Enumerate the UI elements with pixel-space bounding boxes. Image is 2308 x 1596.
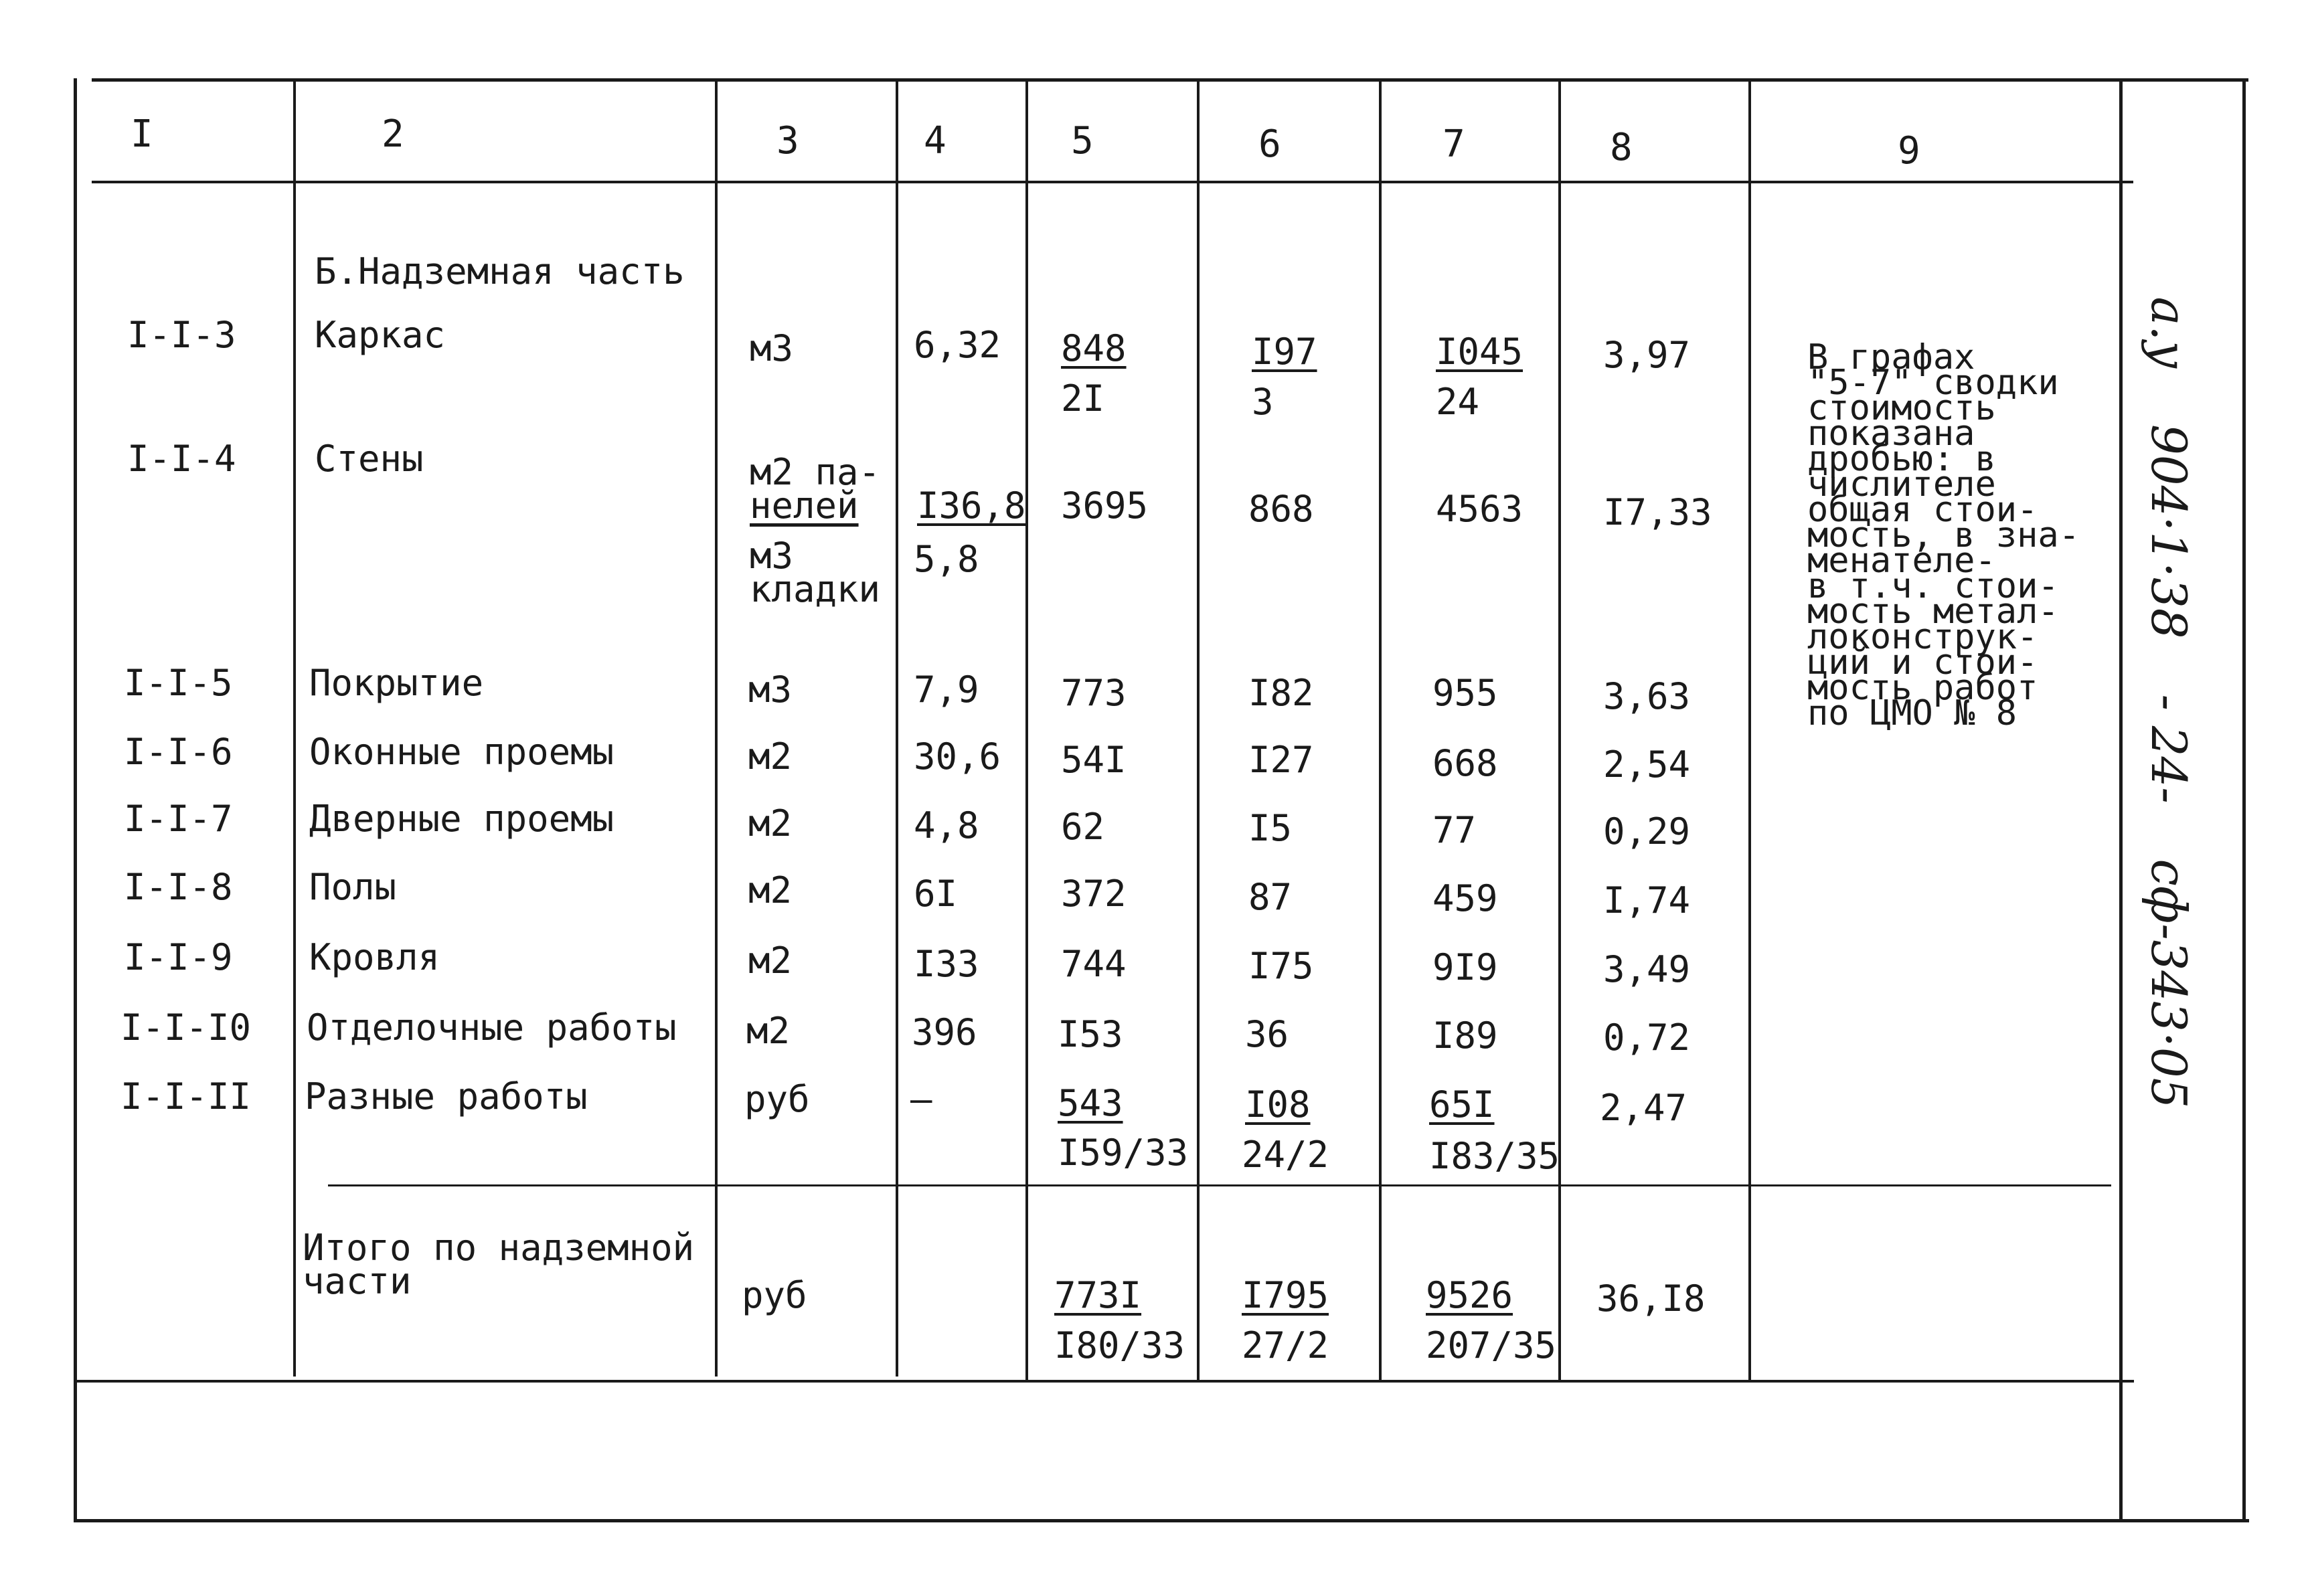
row-name: Покрытие <box>309 662 484 704</box>
row-col6-bottom: 24/2 <box>1242 1134 1329 1176</box>
row-col5: I53 <box>1058 1013 1123 1055</box>
row-col8: 0,72 <box>1603 1016 1691 1059</box>
row-col6: 868 <box>1248 488 1314 530</box>
row-qty: 6I <box>914 873 958 915</box>
row-name: Стены <box>315 438 424 480</box>
row-col7: 77 <box>1432 809 1477 851</box>
col-sep-6 <box>1379 78 1382 1380</box>
row-col5: 62 <box>1061 806 1105 848</box>
col-sep-3 <box>896 78 898 1377</box>
side-stamp-part-4: сф-343·05 <box>2141 859 2197 1109</box>
col-sep-9 <box>2119 78 2123 1522</box>
total-label-line2: части <box>303 1260 412 1302</box>
row-col6: I82 <box>1248 672 1314 714</box>
row-col8: 2,47 <box>1600 1087 1687 1129</box>
header-col-3: 3 <box>776 119 799 163</box>
row-qty: 7,9 <box>914 669 979 711</box>
row-col6-top: I08 <box>1245 1083 1311 1126</box>
row-code: I-I-5 <box>124 662 233 704</box>
row-qty: 30,6 <box>914 735 1001 778</box>
side-stamp-part-2: 904·1·38 <box>2141 424 2197 639</box>
row-qty: 396 <box>912 1011 977 1053</box>
row-col7-bottom: I83/35 <box>1429 1135 1560 1177</box>
row-name: Отделочные работы <box>307 1006 677 1049</box>
header-col-8: 8 <box>1610 126 1633 169</box>
side-stamp-part-3: - 24- <box>2141 694 2197 804</box>
row-code: I-I-3 <box>127 314 236 356</box>
row-col5-top: 848 <box>1061 327 1127 369</box>
row-col7-top: 65I <box>1429 1083 1495 1126</box>
row-col6-bottom: 3 <box>1252 381 1274 423</box>
row-unit: м2 <box>746 1010 791 1052</box>
row-col8: 0,29 <box>1603 810 1691 853</box>
col-sep-8 <box>1748 78 1751 1380</box>
row-unit-line3: м3 <box>750 535 794 577</box>
row-unit: м3 <box>750 327 794 369</box>
row-col8: I,74 <box>1603 879 1691 921</box>
header-bottom-rule <box>92 181 2133 183</box>
row-col7: 668 <box>1432 742 1498 784</box>
row-qty-line2: 5,8 <box>914 538 979 580</box>
col-sep-4 <box>1025 78 1028 1380</box>
row-name: Каркас <box>315 314 446 356</box>
row-col6: 87 <box>1248 876 1293 918</box>
col-sep-5 <box>1197 78 1200 1380</box>
total-separator-rule <box>328 1184 2111 1186</box>
row-col5-bottom: 2I <box>1061 377 1105 420</box>
header-col-1: I <box>131 112 153 156</box>
table-bottom-rule <box>74 1380 2134 1383</box>
row-qty: 6,32 <box>914 324 1001 366</box>
row-qty: I36,8 <box>917 484 1026 527</box>
total-col5-bottom: I80/33 <box>1054 1324 1185 1366</box>
row-col5-bottom: I59/33 <box>1058 1132 1189 1174</box>
total-unit: руб <box>742 1274 807 1316</box>
row-col5: 773 <box>1061 672 1127 714</box>
row-col5-top: 543 <box>1058 1082 1123 1124</box>
row-col5: 54I <box>1061 739 1127 781</box>
row-col7: I89 <box>1432 1014 1498 1057</box>
outer-left-rule <box>74 78 77 1522</box>
row-col6-top: I97 <box>1252 331 1317 373</box>
header-col-7: 7 <box>1442 122 1465 166</box>
row-unit: м3 <box>748 669 793 711</box>
row-col8: 3,49 <box>1603 948 1691 990</box>
row-col7: 459 <box>1432 877 1498 919</box>
row-name: Разные работы <box>305 1075 588 1118</box>
row-code: I-I-6 <box>124 731 233 773</box>
col-sep-2 <box>715 78 718 1377</box>
section-title: Б.Надземная часть <box>315 250 685 292</box>
row-col7-top: I045 <box>1436 331 1523 373</box>
row-unit: м2 <box>748 940 793 982</box>
header-col-4: 4 <box>924 119 946 163</box>
total-col6-bottom: 27/2 <box>1242 1324 1329 1366</box>
row-col5: 372 <box>1061 873 1127 915</box>
outer-top-rule <box>92 78 2248 82</box>
side-stamp <box>2141 297 2197 1149</box>
row-code: I-I-9 <box>124 936 233 978</box>
row-code: I-I-8 <box>124 866 233 908</box>
row-col5: 3695 <box>1061 484 1149 527</box>
outer-right-rule <box>2242 78 2246 1522</box>
row-qty: – <box>910 1078 932 1120</box>
row-qty: 4,8 <box>914 804 979 847</box>
row-col6: I27 <box>1248 739 1314 781</box>
col-sep-7 <box>1558 78 1561 1380</box>
side-stamp-part-1: а.у <box>2141 296 2197 369</box>
column-9-note: В графах "5-7" сводки стоимость показана дробью: в числителе общая стои- мость, в зна- менателе- в т.ч. стои- мость метал- локонструк- ций и стои- мость работ по ЦМО № 8 <box>1807 337 2080 733</box>
row-col8: 3,63 <box>1603 675 1691 717</box>
total-col6-top: I795 <box>1242 1274 1329 1316</box>
row-col7-bottom: 24 <box>1436 381 1480 423</box>
row-col6: I5 <box>1248 807 1293 849</box>
row-col7: 955 <box>1432 672 1498 714</box>
row-code: I-I-I0 <box>120 1006 252 1049</box>
outer-bottom-rule <box>74 1519 2249 1522</box>
row-col6: 36 <box>1245 1013 1289 1055</box>
total-col5-top: 773I <box>1054 1274 1142 1316</box>
row-name: Оконные проемы <box>309 731 614 773</box>
col-sep-1 <box>293 78 296 1377</box>
row-name: Кровля <box>309 936 440 978</box>
header-col-9: 9 <box>1898 129 1920 173</box>
row-unit-line2: нелей <box>750 484 859 527</box>
row-col5: 744 <box>1061 943 1127 985</box>
row-code: I-I-4 <box>127 438 236 480</box>
total-label-line1: Итого по надземной <box>303 1227 695 1269</box>
row-col7: 9I9 <box>1432 946 1498 988</box>
row-col8: I7,33 <box>1603 491 1712 533</box>
row-col8: 2,54 <box>1603 743 1691 786</box>
row-unit: руб <box>744 1078 810 1120</box>
row-unit: м2 <box>748 869 793 911</box>
total-col7-top: 9526 <box>1426 1274 1513 1316</box>
row-qty: I33 <box>914 943 979 985</box>
total-col8: 36,I8 <box>1596 1277 1706 1320</box>
row-unit: м2 <box>748 735 793 778</box>
row-col6: I75 <box>1248 945 1314 987</box>
row-col7: 4563 <box>1436 488 1523 530</box>
header-col-6: 6 <box>1258 122 1281 166</box>
row-col8: 3,97 <box>1603 334 1691 376</box>
row-unit: м2 па- <box>750 451 881 493</box>
header-col-5: 5 <box>1071 119 1094 163</box>
row-code: I-I-7 <box>124 798 233 840</box>
row-name: Полы <box>309 866 397 908</box>
row-name: Дверные проемы <box>309 798 614 840</box>
row-unit: м2 <box>748 802 793 845</box>
total-col7-bottom: 207/35 <box>1426 1324 1557 1366</box>
row-unit-line4: кладки <box>750 568 881 610</box>
row-code: I-I-II <box>120 1075 252 1118</box>
header-col-2: 2 <box>382 112 404 156</box>
